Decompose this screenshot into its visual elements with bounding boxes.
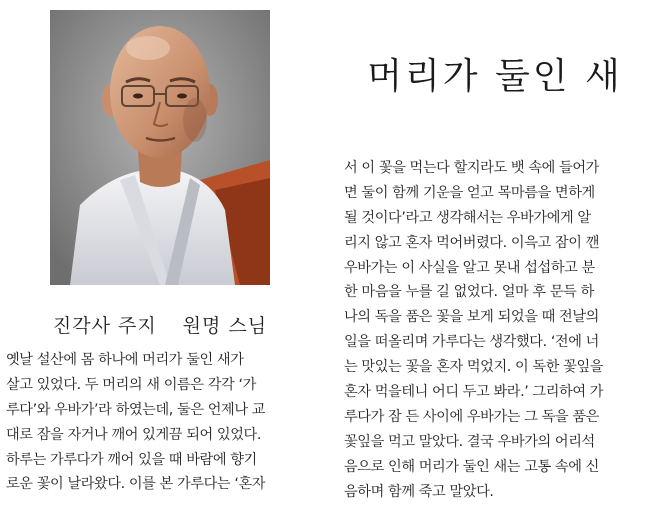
monk-portrait-photo <box>50 10 270 285</box>
body-line: 한 마음을 누를 길 없었다. 얼마 후 문득 하 <box>344 284 594 301</box>
article-body-left-column <box>6 348 312 497</box>
body-line: 로운 꽃이 날라왔다. 이를 본 가루다는 ‘혼자 <box>6 476 266 493</box>
body-line: 대로 잠을 자거나 깨어 있게끔 되어 있었다. <box>6 426 261 443</box>
body-line: 우바가는 이 사실을 알고 못내 섭섭하고 분 <box>344 259 595 276</box>
body-line: 하루는 가루다가 깨어 있을 때 바람에 향기 <box>6 451 257 468</box>
body-line: 나의 독을 품은 꽃을 보게 되었을 때 전날의 <box>344 309 599 326</box>
photo-caption <box>50 311 270 338</box>
body-line: 혼자 먹을테니 어디 두고 봐라.’ 그리하여 가 <box>344 384 604 401</box>
caption-monk-name: 원명 스님 <box>182 315 268 337</box>
body-line: 살고 있었다. 두 머리의 새 이름은 각각 ‘가 <box>6 376 256 393</box>
body-line: 일을 떠올리며 가루다는 생각했다. ‘전에 너 <box>344 334 599 351</box>
body-line: 옛날 설산에 몸 하나에 머리가 둘인 새가 <box>6 352 244 368</box>
body-line: 면 둘이 함께 기운을 얻고 목마름을 면하게 <box>344 184 595 201</box>
body-line: 루다가 잠 든 사이에 우바가는 그 독을 품은 <box>344 408 599 425</box>
body-line: 리지 않고 혼자 먹어버렸다. 이윽고 잠이 깬 <box>344 234 599 251</box>
body-line: 될 것이다’라고 생각해서는 우바가에게 알 <box>344 209 591 226</box>
body-line: 꽃잎을 먹고 말았다. 결국 우바가의 어리석 <box>344 433 595 450</box>
caption-temple-title: 진각사 주지 <box>52 315 157 337</box>
body-line: 음하며 함께 죽고 말았다. <box>344 483 494 500</box>
body-line: 루다’와 우바가’라 하였는데, 둘은 언제나 교 <box>6 401 266 418</box>
article-title: 머리가 둘인 새 <box>367 56 623 97</box>
body-line: 는 맛있는 꽃을 혼자 먹었지. 이 독한 꽃잎을 <box>344 359 604 376</box>
article-body-right-column <box>344 156 654 504</box>
body-line: 음으로 인해 머리가 둘인 새는 고통 속에 신 <box>344 458 599 475</box>
body-line: 서 이 꽃을 먹는다 할지라도 뱃 속에 들어가 <box>344 160 599 176</box>
